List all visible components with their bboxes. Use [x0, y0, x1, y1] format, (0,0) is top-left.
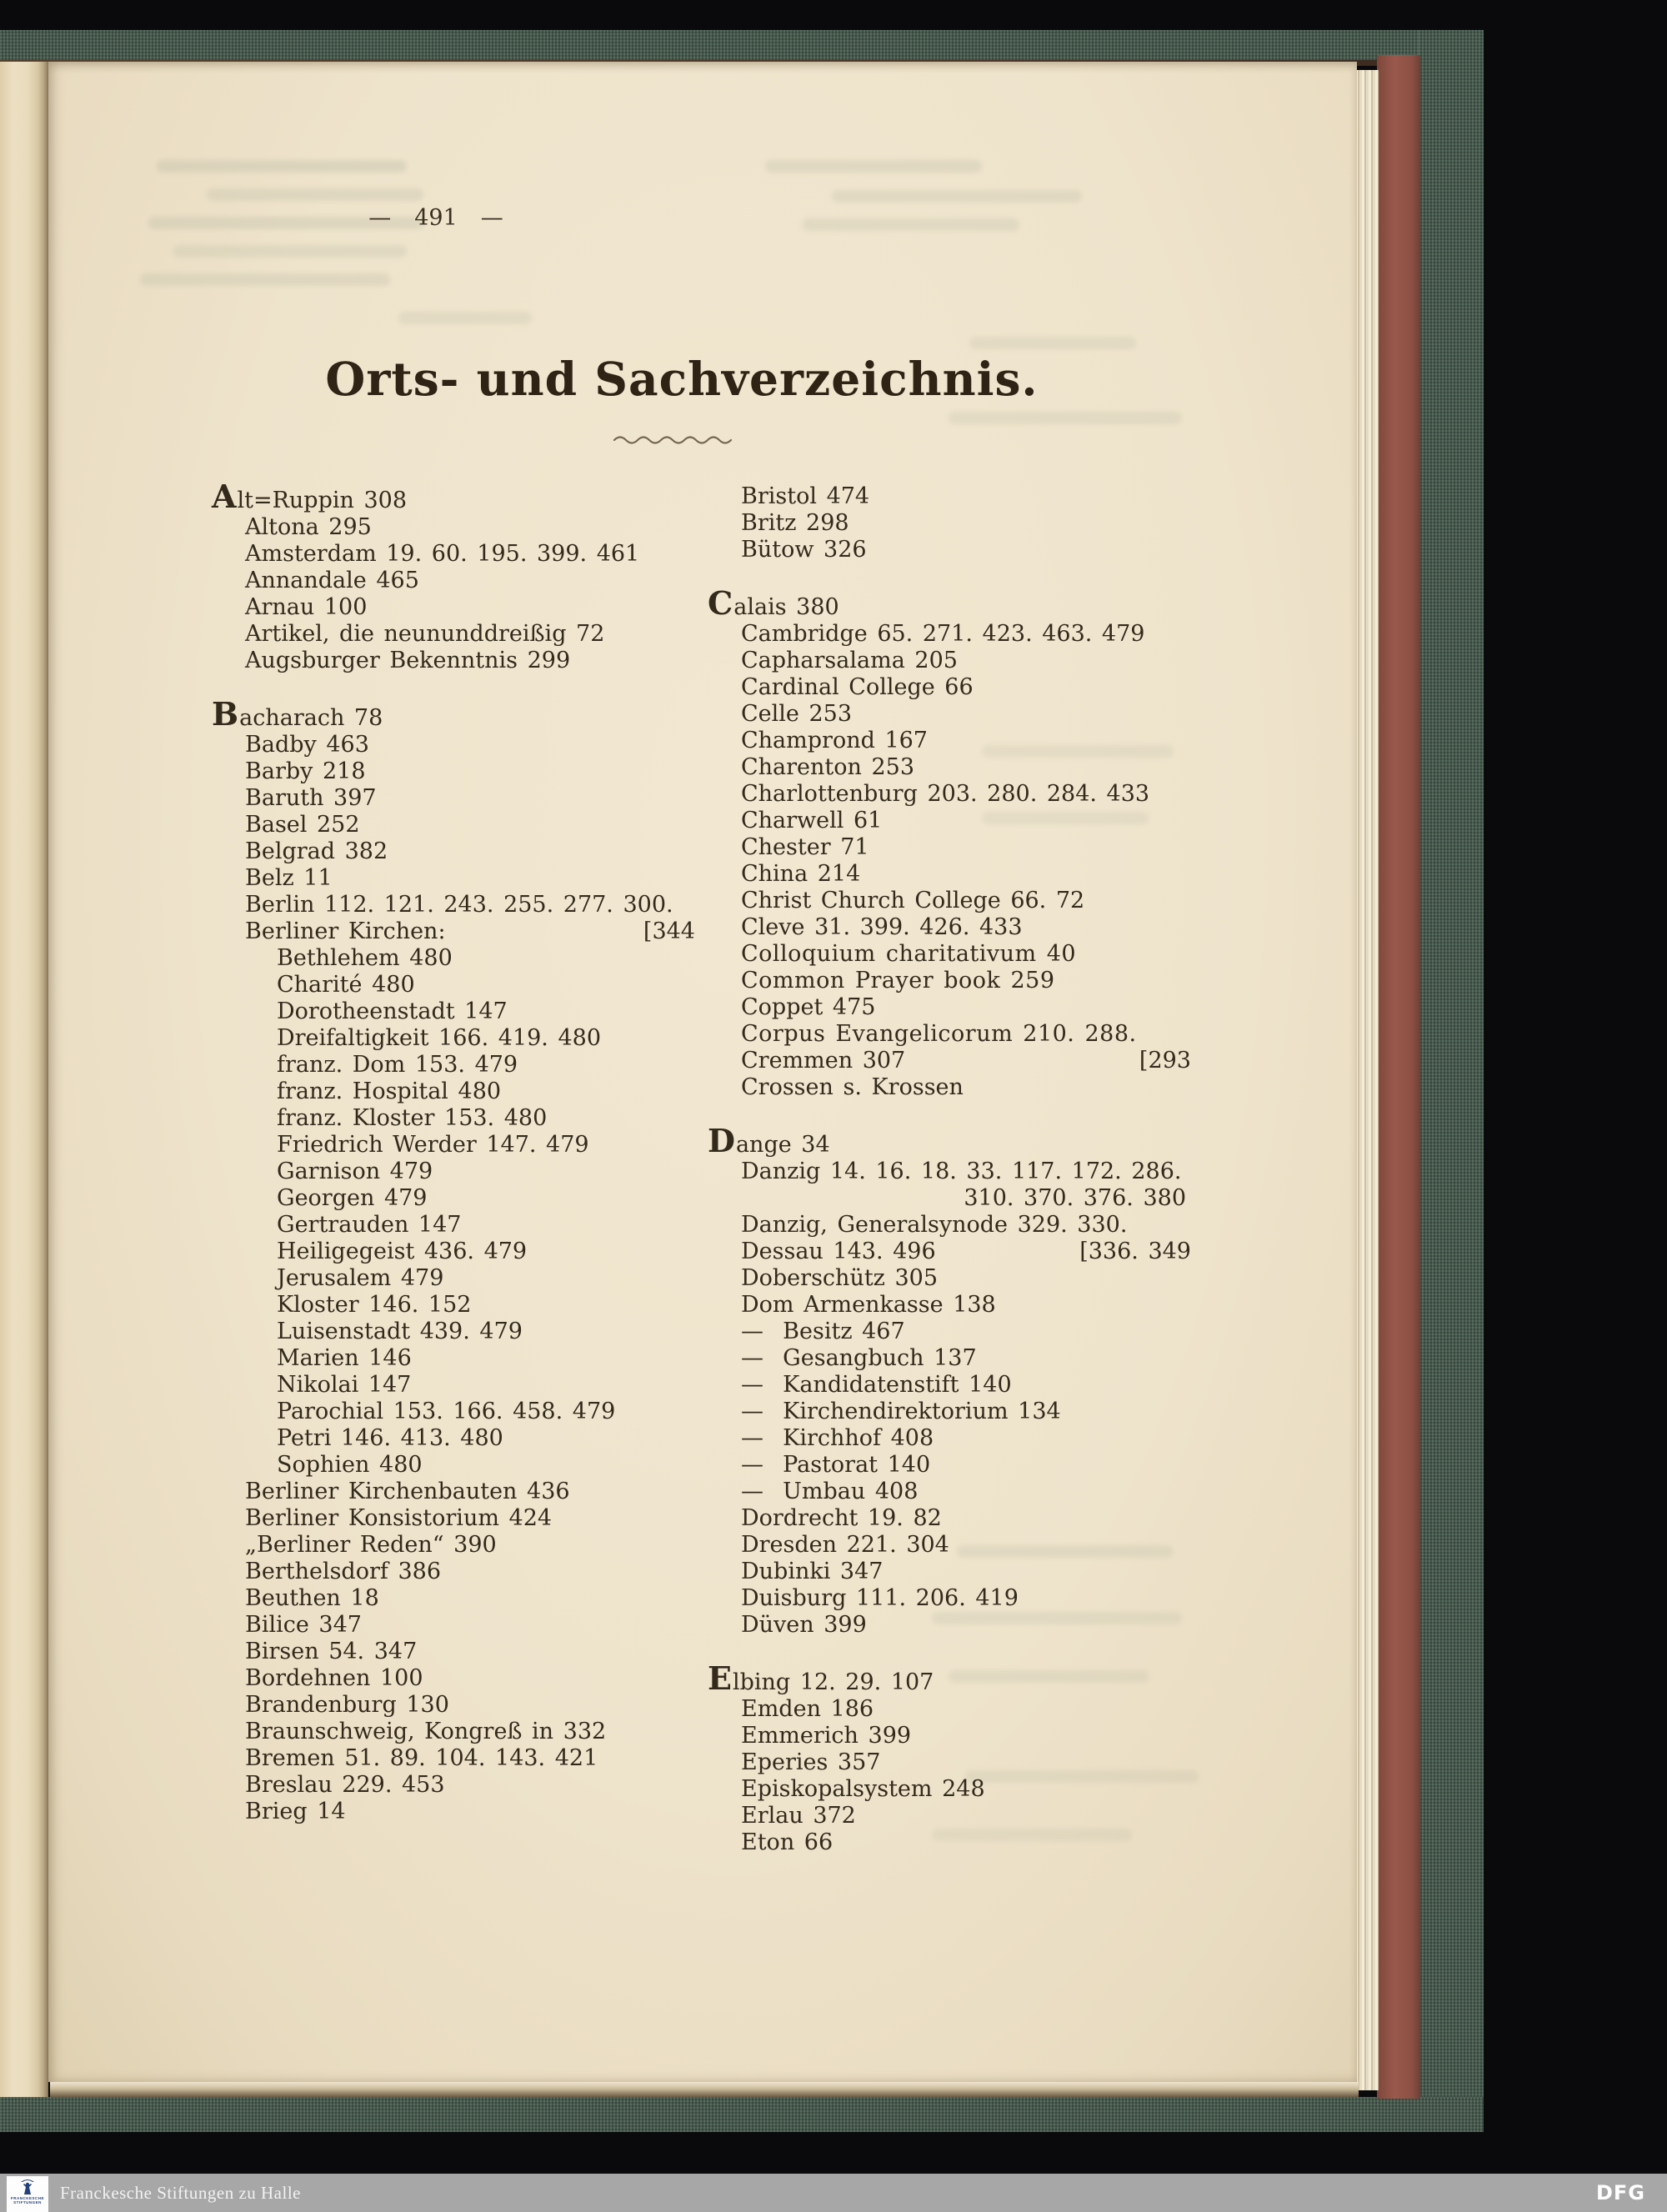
index-entry: Crossen s. Krossen — [741, 1074, 964, 1100]
index-entry: Basel 252 — [245, 812, 360, 838]
index-entry: Brieg 14 — [245, 1799, 346, 1824]
index-entry: Brandenburg 130 — [245, 1692, 449, 1718]
index-entry: franz. Dom 153. 479 — [277, 1052, 518, 1078]
bleedthrough-smudge — [949, 412, 1182, 424]
index-entry: Augsburger Bekenntnis 299 — [245, 648, 571, 673]
logo-caption-line1: FRANCKESCHE — [10, 2196, 44, 2200]
index-entry: Baruth 397 — [245, 785, 377, 811]
index-entry: Annandale 465 — [245, 568, 419, 593]
index-entry: Bremen 51. 89. 104. 143. 421 — [245, 1745, 598, 1771]
logo-caption-line2: STIFTUNGEN — [13, 2200, 42, 2204]
index-entry: Birsen 54. 347 — [245, 1639, 418, 1664]
index-entry: Danzig 14. 16. 18. 33. 117. 172. 286. — [741, 1159, 1182, 1184]
index-entry: Düven 399 — [741, 1612, 867, 1638]
index-entry: Charwell 61 — [741, 808, 883, 833]
index-entry: Bordehnen 100 — [245, 1665, 423, 1691]
index-entry: Altona 295 — [245, 514, 372, 540]
index-entry: Eperies 357 — [741, 1749, 881, 1775]
bleedthrough-smudge — [157, 160, 407, 173]
index-entry: — Kirchhof 408 — [741, 1425, 934, 1451]
index-entry: Garnison 479 — [277, 1159, 433, 1184]
index-entry: Gertrauden 147 — [277, 1212, 462, 1238]
index-entry: Episkopalsystem 248 — [741, 1776, 985, 1802]
index-entry: Champrond 167 — [741, 728, 928, 753]
index-entry: Berlin 112. 121. 243. 255. 277. 300. — [245, 892, 673, 918]
page-stack-edge — [1355, 70, 1379, 2090]
index-entry: Dom Armenkasse 138 — [741, 1292, 996, 1318]
page-title: Orts- und Sachverzeichnis. — [325, 352, 1039, 406]
index-entry: — Umbau 408 — [741, 1479, 919, 1504]
index-entry: Britz 298 — [741, 510, 849, 536]
index-entry: — Pastorat 140 — [741, 1452, 931, 1478]
page-number: 491 — [414, 205, 458, 231]
index-entry: — Kandidatenstift 140 — [741, 1372, 1012, 1398]
index-column-left — [212, 478, 698, 1825]
franckesche-stiftungen-logo — [7, 2176, 48, 2212]
index-entry: Bethlehem 480 — [277, 945, 453, 971]
index-entry: Dange 34 — [708, 1122, 830, 1159]
index-entry: Nikolai 147 — [277, 1372, 412, 1398]
index-entry: Corpus Evangelicorum 210. 288. — [741, 1021, 1137, 1047]
index-entry: Sophien 480 — [277, 1452, 423, 1478]
index-entry: Belz 11 — [245, 865, 333, 891]
index-entry: Artikel, die neununddreißig 72 — [245, 621, 605, 647]
index-entry: Berliner Konsistorium 424 — [245, 1505, 553, 1531]
index-entry: Celle 253 — [741, 701, 853, 727]
index-entry: Cremmen 307 [293 — [741, 1048, 1191, 1073]
index-entry: Marien 146 — [277, 1345, 412, 1371]
index-entry: Duisburg 111. 206. 419 — [741, 1585, 1019, 1611]
bleedthrough-smudge — [803, 218, 1019, 231]
index-entry: Breslau 229. 453 — [245, 1772, 445, 1798]
cover-bottom-edge — [0, 2097, 1484, 2132]
index-entry: Arnau 100 — [245, 594, 368, 620]
index-entry: Charenton 253 — [741, 754, 915, 780]
page-bottom-edge — [50, 2082, 1359, 2097]
index-entry: Dreifaltigkeit 166. 419. 480 — [277, 1025, 602, 1051]
viewer-footer-bar — [0, 2174, 1667, 2212]
bleedthrough-smudge — [173, 245, 407, 258]
index-entry: Dorotheenstadt 147 — [277, 998, 508, 1024]
index-entry: Elbing 12. 29. 107 — [708, 1659, 934, 1697]
index-entry: Doberschütz 305 — [741, 1265, 939, 1291]
index-entry: Kloster 146. 152 — [277, 1292, 472, 1318]
index-entry: Friedrich Werder 147. 479 — [277, 1132, 589, 1158]
page-number-dash: — — [368, 205, 392, 231]
page-number-row — [298, 205, 573, 231]
page-number-dash: — — [480, 205, 503, 231]
index-entry: Barby 218 — [245, 758, 366, 784]
index-entry: Christ Church College 66. 72 — [741, 888, 1085, 913]
cover-inner-red-edge — [1377, 55, 1420, 2099]
index-entry: Dordrecht 19. 82 — [741, 1505, 942, 1531]
index-entry: Danzig, Generalsynode 329. 330. — [741, 1212, 1128, 1238]
index-entry: Dubinki 347 — [741, 1559, 884, 1584]
bleedthrough-smudge — [832, 190, 1082, 203]
index-entry: Dessau 143. 496 [336. 349 — [741, 1239, 1191, 1264]
index-entry: Berthelsdorf 386 — [245, 1559, 441, 1584]
index-entry: — Besitz 467 — [741, 1319, 905, 1344]
index-entry: Emmerich 399 — [741, 1723, 912, 1749]
gutter-page-edge — [0, 62, 48, 2097]
index-entry: Braunschweig, Kongreß in 332 — [245, 1719, 607, 1744]
index-entry: — Gesangbuch 137 — [741, 1345, 977, 1371]
index-entry: Capharsalama 205 — [741, 648, 958, 673]
bleedthrough-smudge — [969, 337, 1136, 349]
bleedthrough-smudge — [207, 188, 423, 201]
index-entry: Parochial 153. 166. 458. 479 — [277, 1399, 616, 1424]
index-entry: Eton 66 — [741, 1829, 834, 1855]
index-entry: Heiligegeist 436. 479 — [277, 1239, 528, 1264]
index-entry: Dresden 221. 304 — [741, 1532, 949, 1558]
index-entry: Bristol 474 — [741, 483, 870, 509]
index-entry: Badby 463 — [245, 732, 369, 758]
index-entry: „Berliner Reden“ 390 — [245, 1532, 497, 1558]
index-entry: Beuthen 18 — [245, 1585, 379, 1611]
index-entry: Jerusalem 479 — [277, 1265, 444, 1291]
index-entry: franz. Kloster 153. 480 — [277, 1105, 548, 1131]
index-entry: Coppet 475 — [741, 994, 876, 1020]
index-entry: Luisenstadt 439. 479 — [277, 1319, 523, 1344]
index-entry: Berliner Kirchenbauten 436 — [245, 1479, 570, 1504]
index-entry: Chester 71 — [741, 834, 869, 860]
index-entry: Cleve 31. 399. 426. 433 — [741, 914, 1023, 940]
index-entry: Berliner Kirchen: [344 — [245, 918, 695, 944]
index-entry: Belgrad 382 — [245, 838, 388, 864]
index-entry: franz. Hospital 480 — [277, 1078, 502, 1104]
index-entry: Charité 480 — [277, 972, 415, 998]
index-entry: — Kirchendirektorium 134 — [741, 1399, 1061, 1424]
index-entry: Bacharach 78 — [212, 695, 383, 733]
book-page — [48, 62, 1357, 2082]
index-entry: Cardinal College 66 — [741, 674, 974, 700]
franckesche-emblem-icon — [18, 2178, 37, 2196]
heading-flourish — [611, 432, 744, 447]
index-column-right — [708, 483, 1194, 1856]
index-entry: Bütow 326 — [741, 537, 867, 563]
bleedthrough-smudge — [140, 273, 390, 286]
index-entry: Cambridge 65. 271. 423. 463. 479 — [741, 621, 1145, 647]
index-entry: Erlau 372 — [741, 1803, 856, 1829]
bleedthrough-smudge — [398, 312, 532, 324]
index-entry: Common Prayer book 259 — [741, 968, 1055, 993]
cover-right-edge — [1419, 30, 1484, 2132]
index-entry: China 214 — [741, 861, 861, 887]
cover-top-edge — [0, 30, 1484, 62]
index-entry: Colloquium charitativum 40 — [741, 941, 1077, 967]
index-entry: Charlottenburg 203. 280. 284. 433 — [741, 781, 1150, 807]
dfg-logo: DFG — [1595, 2181, 1645, 2204]
index-entry: Alt=Ruppin 308 — [212, 478, 408, 515]
index-entry: 310. 370. 376. 380 — [964, 1185, 1186, 1211]
bleedthrough-smudge — [765, 160, 982, 173]
index-entry: Petri 146. 413. 480 — [277, 1425, 503, 1451]
index-entry: Amsterdam 19. 60. 195. 399. 461 — [245, 541, 640, 567]
index-entry: Calais 380 — [708, 584, 839, 622]
index-entry: Georgen 479 — [277, 1185, 428, 1211]
footer-institution-label: Franckesche Stiftungen zu Halle — [60, 2182, 301, 2203]
index-entry: Bilice 347 — [245, 1612, 362, 1638]
index-entry: Emden 186 — [741, 1696, 874, 1722]
